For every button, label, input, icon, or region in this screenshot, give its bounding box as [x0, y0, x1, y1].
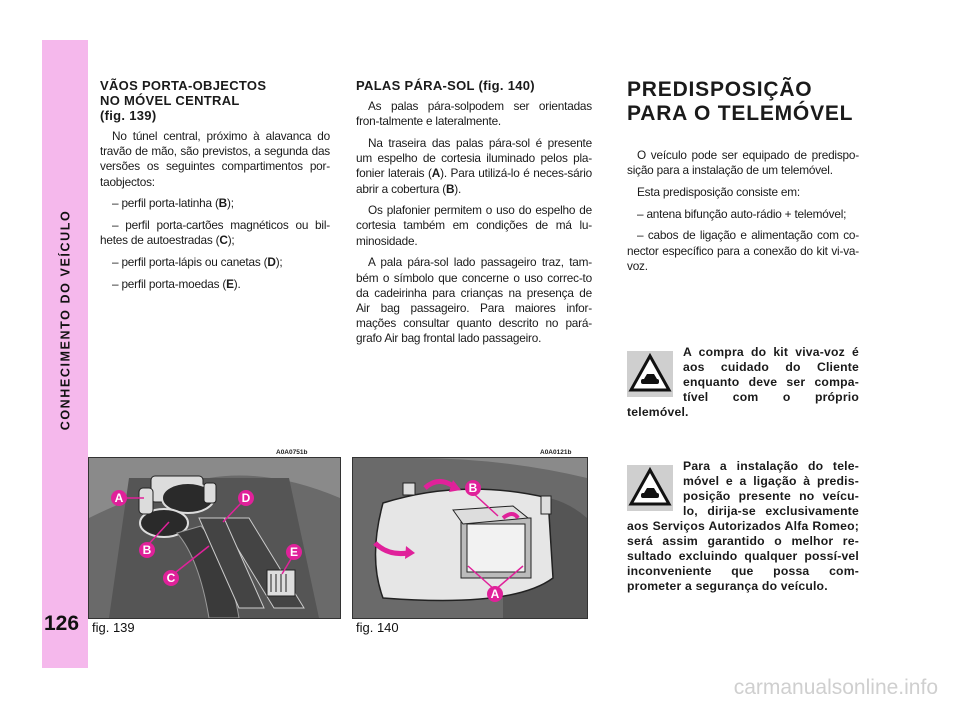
- sun-visor-illustration: [353, 458, 587, 618]
- callout-label: E: [289, 545, 299, 559]
- console-illustration: [89, 458, 340, 618]
- phone-prep-paragraph: – cabos de ligação e alimentação com co-nector específico para a conexão do kit vi-va-voz.: [627, 228, 859, 273]
- warning-block: [627, 345, 859, 420]
- storage-item: – perfil porta-latinha (B);: [112, 196, 234, 211]
- column-phone-prep: [627, 78, 859, 280]
- sun-visor-paragraph: A pala pára-sol lado passageiro traz, tam-bém o símbolo que concerne o uso correc-to da cadeirinha para crianças na presença de Air bag passageiro. Para maiores infor-mações consultar quanto descrito no pará-grafo Air bag frontal lado passageiro.: [356, 255, 592, 346]
- storage-heading: VÃOS PORTA-OBJECTOS NO MÓVEL CENTRAL (fig. 139): [100, 78, 267, 123]
- storage-item: – perfil porta-lápis ou canetas (D);: [112, 254, 283, 269]
- page-number: 126: [44, 612, 80, 635]
- callout-label: C: [166, 571, 176, 585]
- sun-visor-paragraph: Os plafonier permitem o uso do espelho de cortesia também em condições de má lu-minosidade.: [356, 203, 592, 248]
- sidebar-title: [42, 40, 88, 600]
- callout-label: A: [490, 587, 500, 601]
- warning-text: A compra do kit viva-voz é aos cuidado do Cliente enquanto deve ser compa-tível com o próprio telemóvel.: [627, 345, 859, 419]
- phone-prep-heading: PREDISPOSIÇÃO PARA O TELEMÓVEL: [627, 78, 854, 125]
- figure-caption: fig. 139: [92, 620, 135, 635]
- warning-triangle-icon: [627, 351, 673, 397]
- callout-label: B: [468, 481, 478, 495]
- column-sun-visors: [356, 78, 592, 353]
- watermark: carmanualsonline.info: [733, 676, 938, 699]
- sun-visor-paragraph: Na traseira das palas pára-sol é presente um espelho de cortesia iluminado pelos pla-fonier laterais (A). Para utilizá-lo é neces-sário abrir a cobertura (B).: [356, 135, 592, 196]
- warning-block: [627, 459, 859, 594]
- sidebar-title-text: CONHECIMENTO DO VEÍCULO: [58, 209, 73, 431]
- phone-prep-paragraph: O veículo pode ser equipado de predispo-sição para a instalação de um telemóvel.: [627, 148, 859, 178]
- figure-code: A0A0121b: [540, 449, 572, 456]
- callout-label: B: [142, 543, 152, 557]
- figure-caption: fig. 140: [356, 620, 399, 635]
- phone-prep-paragraph: Esta predisposição consiste em:: [637, 184, 800, 199]
- figure-sun-visor: [352, 457, 588, 619]
- phone-prep-paragraph: – antena bifunção auto-rádio + telemóvel;: [637, 206, 847, 221]
- storage-item: – perfil porta-moedas (E).: [112, 276, 241, 291]
- figure-code: A0A0751b: [276, 449, 308, 456]
- storage-intro: No túnel central, próximo à alavanca do travão de mão, são previstos, a segunda das versões os seguintes compartimentos por-taobjectos:: [100, 129, 330, 189]
- callout-label: A: [114, 491, 124, 505]
- column-storage: [100, 78, 330, 298]
- warning-triangle-icon: [627, 465, 673, 511]
- figure-console-storage: [88, 457, 341, 619]
- warning-text: Para a instalação do tele-móvel e a ligação à predis-posição presente no veícu-lo, dirija-se exclusivamente aos Serviços Autorizados Alfa Romeo; será assim garantido o melhor re-sultado excluindo qualquer possí-vel inconveniente que possa com-prometer a segurança do veículo.: [627, 459, 859, 593]
- sun-visor-heading: PALAS PÁRA-SOL (fig. 140): [356, 78, 535, 93]
- sun-visor-paragraph: As palas pára-solpodem ser orientadas fron-talmente e lateralmente.: [356, 99, 592, 129]
- callout-label: D: [241, 491, 251, 505]
- storage-item: – perfil porta-cartões magnéticos ou bil-hetes de autoestradas (C);: [100, 218, 330, 248]
